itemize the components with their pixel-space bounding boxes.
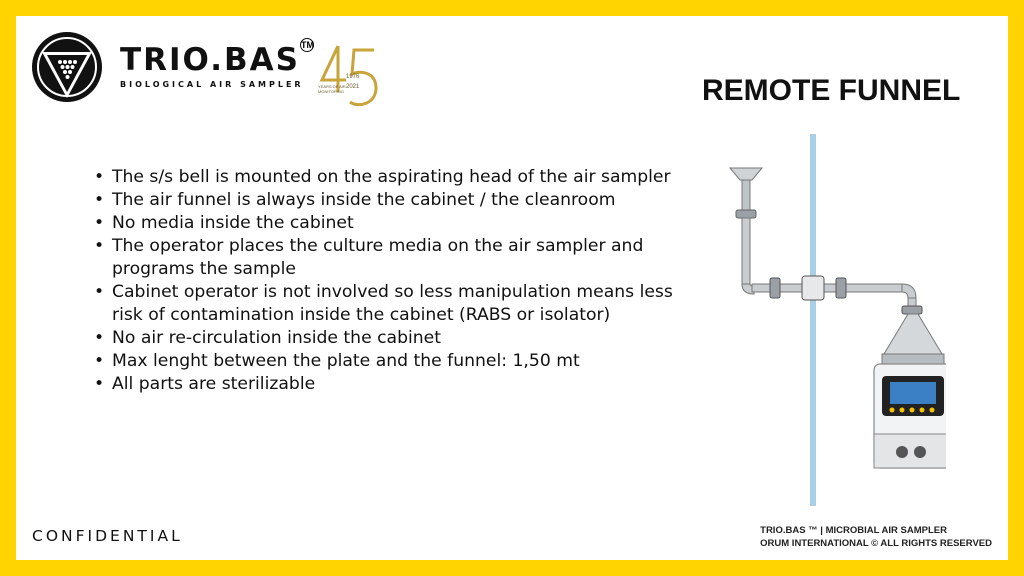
wall-fitting-icon xyxy=(802,276,824,300)
bullet-item: • No air re-circulation inside the cabinet xyxy=(94,327,694,350)
footer-line2: ORUM INTERNATIONAL © ALL RIGHTS RESERVED xyxy=(760,538,992,549)
confidential-label: CONFIDENTIAL xyxy=(32,527,183,545)
top-funnel-icon xyxy=(730,168,762,180)
brand-subtitle: BIOLOGICAL AIR SAMPLER xyxy=(120,80,304,89)
bullet-item: • The s/s bell is mounted on the aspirating head of the air sampler xyxy=(94,166,694,189)
brand-block xyxy=(120,40,314,89)
bullet-item: • Cabinet operator is not involved so less manipulation means less risk of contamination inside the cabinet (RABS or isolator) xyxy=(94,281,694,327)
bullet-item: • No media inside the cabinet xyxy=(94,212,694,235)
sampler-display-icon xyxy=(890,382,936,404)
bullet-item: • Max lenght between the plate and the funnel: 1,50 mt xyxy=(94,350,694,373)
footer-line1: TRIO.BAS ™ | MICROBIAL AIR SAMPLER xyxy=(760,525,947,536)
slide xyxy=(16,16,1008,560)
steel-bell-icon xyxy=(884,314,942,354)
anniversary-badge xyxy=(316,44,386,112)
bullet-item: • All parts are sterilizable xyxy=(94,373,694,396)
pipe-clamp-icon xyxy=(770,278,780,298)
footer-copyright xyxy=(760,524,992,550)
brand-name: TRIO.BAS xyxy=(120,42,300,78)
remote-funnel-illustration xyxy=(706,134,946,506)
anniversary-years-line1: YEARS OF AIR xyxy=(318,84,346,89)
bullet-list xyxy=(94,166,694,396)
cabinet-glass-panel xyxy=(810,134,816,506)
bullet-item: • The air funnel is always inside the cabinet / the cleanroom xyxy=(94,189,694,212)
trio-bas-logo-icon xyxy=(30,30,104,104)
bullet-item: • The operator places the culture media on the air sampler and programs the sample xyxy=(94,235,694,281)
trademark-badge: TM xyxy=(301,40,314,50)
pipe-clamp-icon xyxy=(836,278,846,298)
anniversary-year-end: 2021 xyxy=(346,84,360,90)
anniversary-year-start: 1976 xyxy=(346,74,360,80)
anniversary-years-line2: MONITORING xyxy=(318,89,344,94)
page-title: REMOTE FUNNEL xyxy=(702,74,961,107)
